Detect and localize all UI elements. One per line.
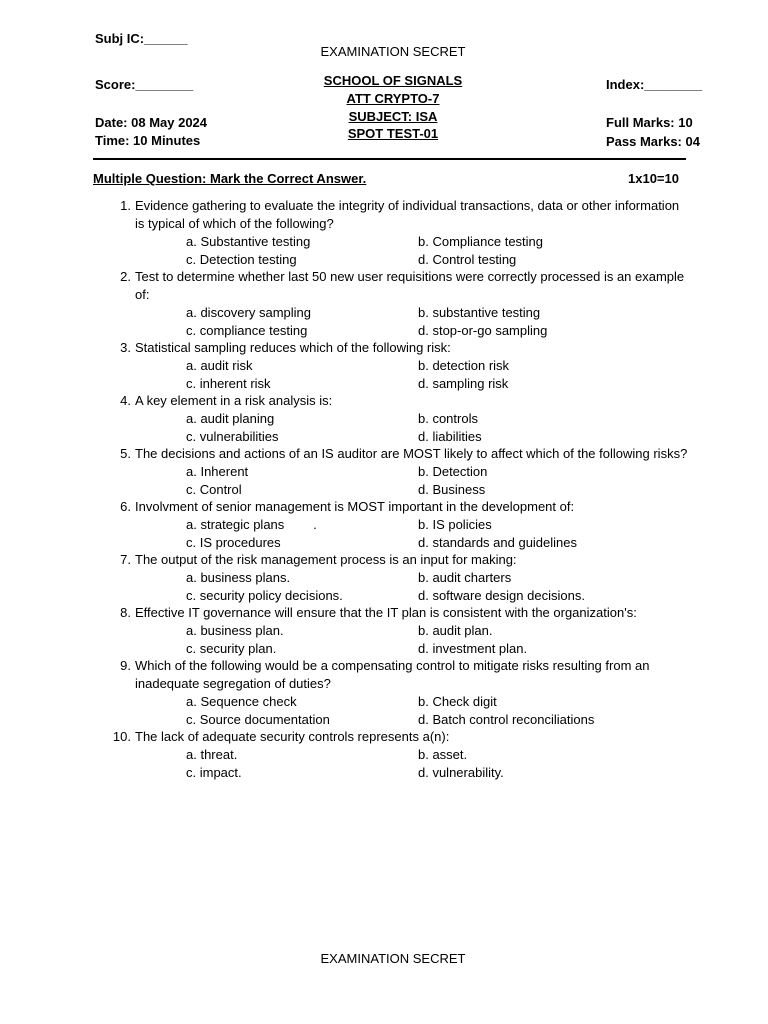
- question-number: 8.: [120, 605, 131, 620]
- subj-ic-field: Subj IC:______: [95, 31, 188, 46]
- question-7: [0, 551, 768, 604]
- question-text: Evidence gathering to evaluate the integrity of individual transactions, data or other information is typical of which of the following?: [135, 198, 680, 231]
- question-1: [0, 197, 768, 268]
- option-c: c. Control: [186, 481, 242, 497]
- question-number: 3.: [120, 340, 131, 355]
- option-a: a. audit risk: [186, 358, 253, 373]
- option-c: c. security plan.: [186, 640, 277, 656]
- option-a: a. strategic plans .: [186, 517, 317, 532]
- question-2: [0, 268, 768, 339]
- school-title: SCHOOL OF SIGNALS: [323, 73, 463, 88]
- question-number: 5.: [120, 446, 131, 461]
- option-d: d. standards and guidelines: [418, 534, 578, 550]
- option-b: b. detection risk: [418, 358, 510, 373]
- question-5: [0, 445, 768, 498]
- question-text: Statistical sampling reduces which of the following risk:: [135, 340, 451, 355]
- option-d: d. sampling risk: [418, 375, 509, 391]
- option-d: d. liabilities: [418, 428, 482, 444]
- full-marks: Full Marks: 10: [606, 115, 693, 130]
- option-c: c. IS procedures: [186, 534, 281, 550]
- question-number: 2.: [120, 269, 131, 284]
- index-field: Index:________: [606, 77, 703, 92]
- exam-date: Date: 08 May 2024: [95, 115, 208, 130]
- question-number: 6.: [120, 499, 131, 514]
- option-a: a. Sequence check: [186, 694, 297, 709]
- option-b: b. asset.: [418, 747, 468, 762]
- option-c: c. security policy decisions.: [186, 587, 343, 603]
- classification-top: EXAMINATION SECRET: [320, 44, 466, 59]
- pass-marks: Pass Marks: 04: [606, 134, 700, 149]
- option-b: b. audit plan.: [418, 623, 493, 638]
- question-number: 7.: [120, 552, 131, 567]
- question-10: [0, 728, 768, 781]
- exam-time: Time: 10 Minutes: [95, 133, 201, 148]
- instructions-title: Multiple Question: Mark the Correct Answer.: [93, 171, 367, 186]
- marks-allocation: 1x10=10: [628, 171, 679, 186]
- option-b: b. Compliance testing: [418, 234, 544, 249]
- question-number: 10.: [112, 729, 131, 744]
- option-a: a. audit planing: [186, 411, 275, 426]
- score-field: Score:________: [95, 77, 194, 92]
- option-a: a. threat.: [186, 747, 238, 762]
- question-number: 1.: [120, 198, 131, 213]
- question-number: 9.: [120, 658, 131, 673]
- option-c: c. Source documentation: [186, 711, 330, 727]
- question-3: [0, 339, 768, 392]
- question-text: Involvment of senior management is MOST important in the development of:: [135, 499, 575, 514]
- question-8: [0, 604, 768, 657]
- question-text: Effective IT governance will ensure that the IT plan is consistent with the organization's:: [135, 605, 637, 620]
- classification-bottom: EXAMINATION SECRET: [320, 951, 466, 966]
- test-title: SPOT TEST-01: [347, 126, 439, 141]
- option-a: a. business plans.: [186, 570, 291, 585]
- option-c: c. impact.: [186, 764, 242, 780]
- question-list: [0, 197, 768, 781]
- question-text: The output of the risk management process is an input for making:: [135, 552, 517, 567]
- option-b: b. controls: [418, 411, 478, 426]
- option-d: d. Control testing: [418, 251, 517, 267]
- option-c: c. compliance testing: [186, 322, 308, 338]
- subject-title: SUBJECT: ISA: [348, 109, 438, 124]
- option-a: a. Inherent: [186, 464, 249, 479]
- option-b: b. IS policies: [418, 517, 492, 532]
- question-text: Test to determine whether last 50 new user requisitions were correctly processed is an example of:: [135, 269, 685, 302]
- option-d: d. investment plan.: [418, 640, 528, 656]
- option-b: b. substantive testing: [418, 305, 541, 320]
- option-d: d. Batch control reconciliations: [418, 711, 595, 727]
- question-number: 4.: [120, 393, 131, 408]
- question-text: The lack of adequate security controls represents a(n):: [135, 729, 450, 744]
- option-b: b. Check digit: [418, 694, 497, 709]
- question-6: [0, 498, 768, 551]
- option-a: a. Substantive testing: [186, 234, 311, 249]
- option-c: c. inherent risk: [186, 375, 271, 391]
- question-9: [0, 657, 768, 728]
- question-text: The decisions and actions of an IS auditor are MOST likely to affect which of the following risks?: [135, 446, 688, 461]
- option-d: d. vulnerability.: [418, 764, 504, 780]
- course-title: ATT CRYPTO-7: [346, 91, 440, 106]
- option-a: a. discovery sampling: [186, 305, 311, 320]
- option-c: c. vulnerabilities: [186, 428, 279, 444]
- option-d: d. software design decisions.: [418, 587, 585, 603]
- question-4: [0, 392, 768, 445]
- option-d: d. Business: [418, 481, 486, 497]
- option-b: b. Detection: [418, 464, 488, 479]
- question-text: Which of the following would be a compensating control to mitigate risks resulting from an inadequate segregation of duties?: [135, 658, 650, 691]
- option-d: d. stop-or-go sampling: [418, 322, 548, 338]
- header-divider: [93, 158, 686, 160]
- option-c: c. Detection testing: [186, 251, 297, 267]
- question-text: A key element in a risk analysis is:: [135, 393, 333, 408]
- option-a: a. business plan.: [186, 623, 284, 638]
- option-b: b. audit charters: [418, 570, 512, 585]
